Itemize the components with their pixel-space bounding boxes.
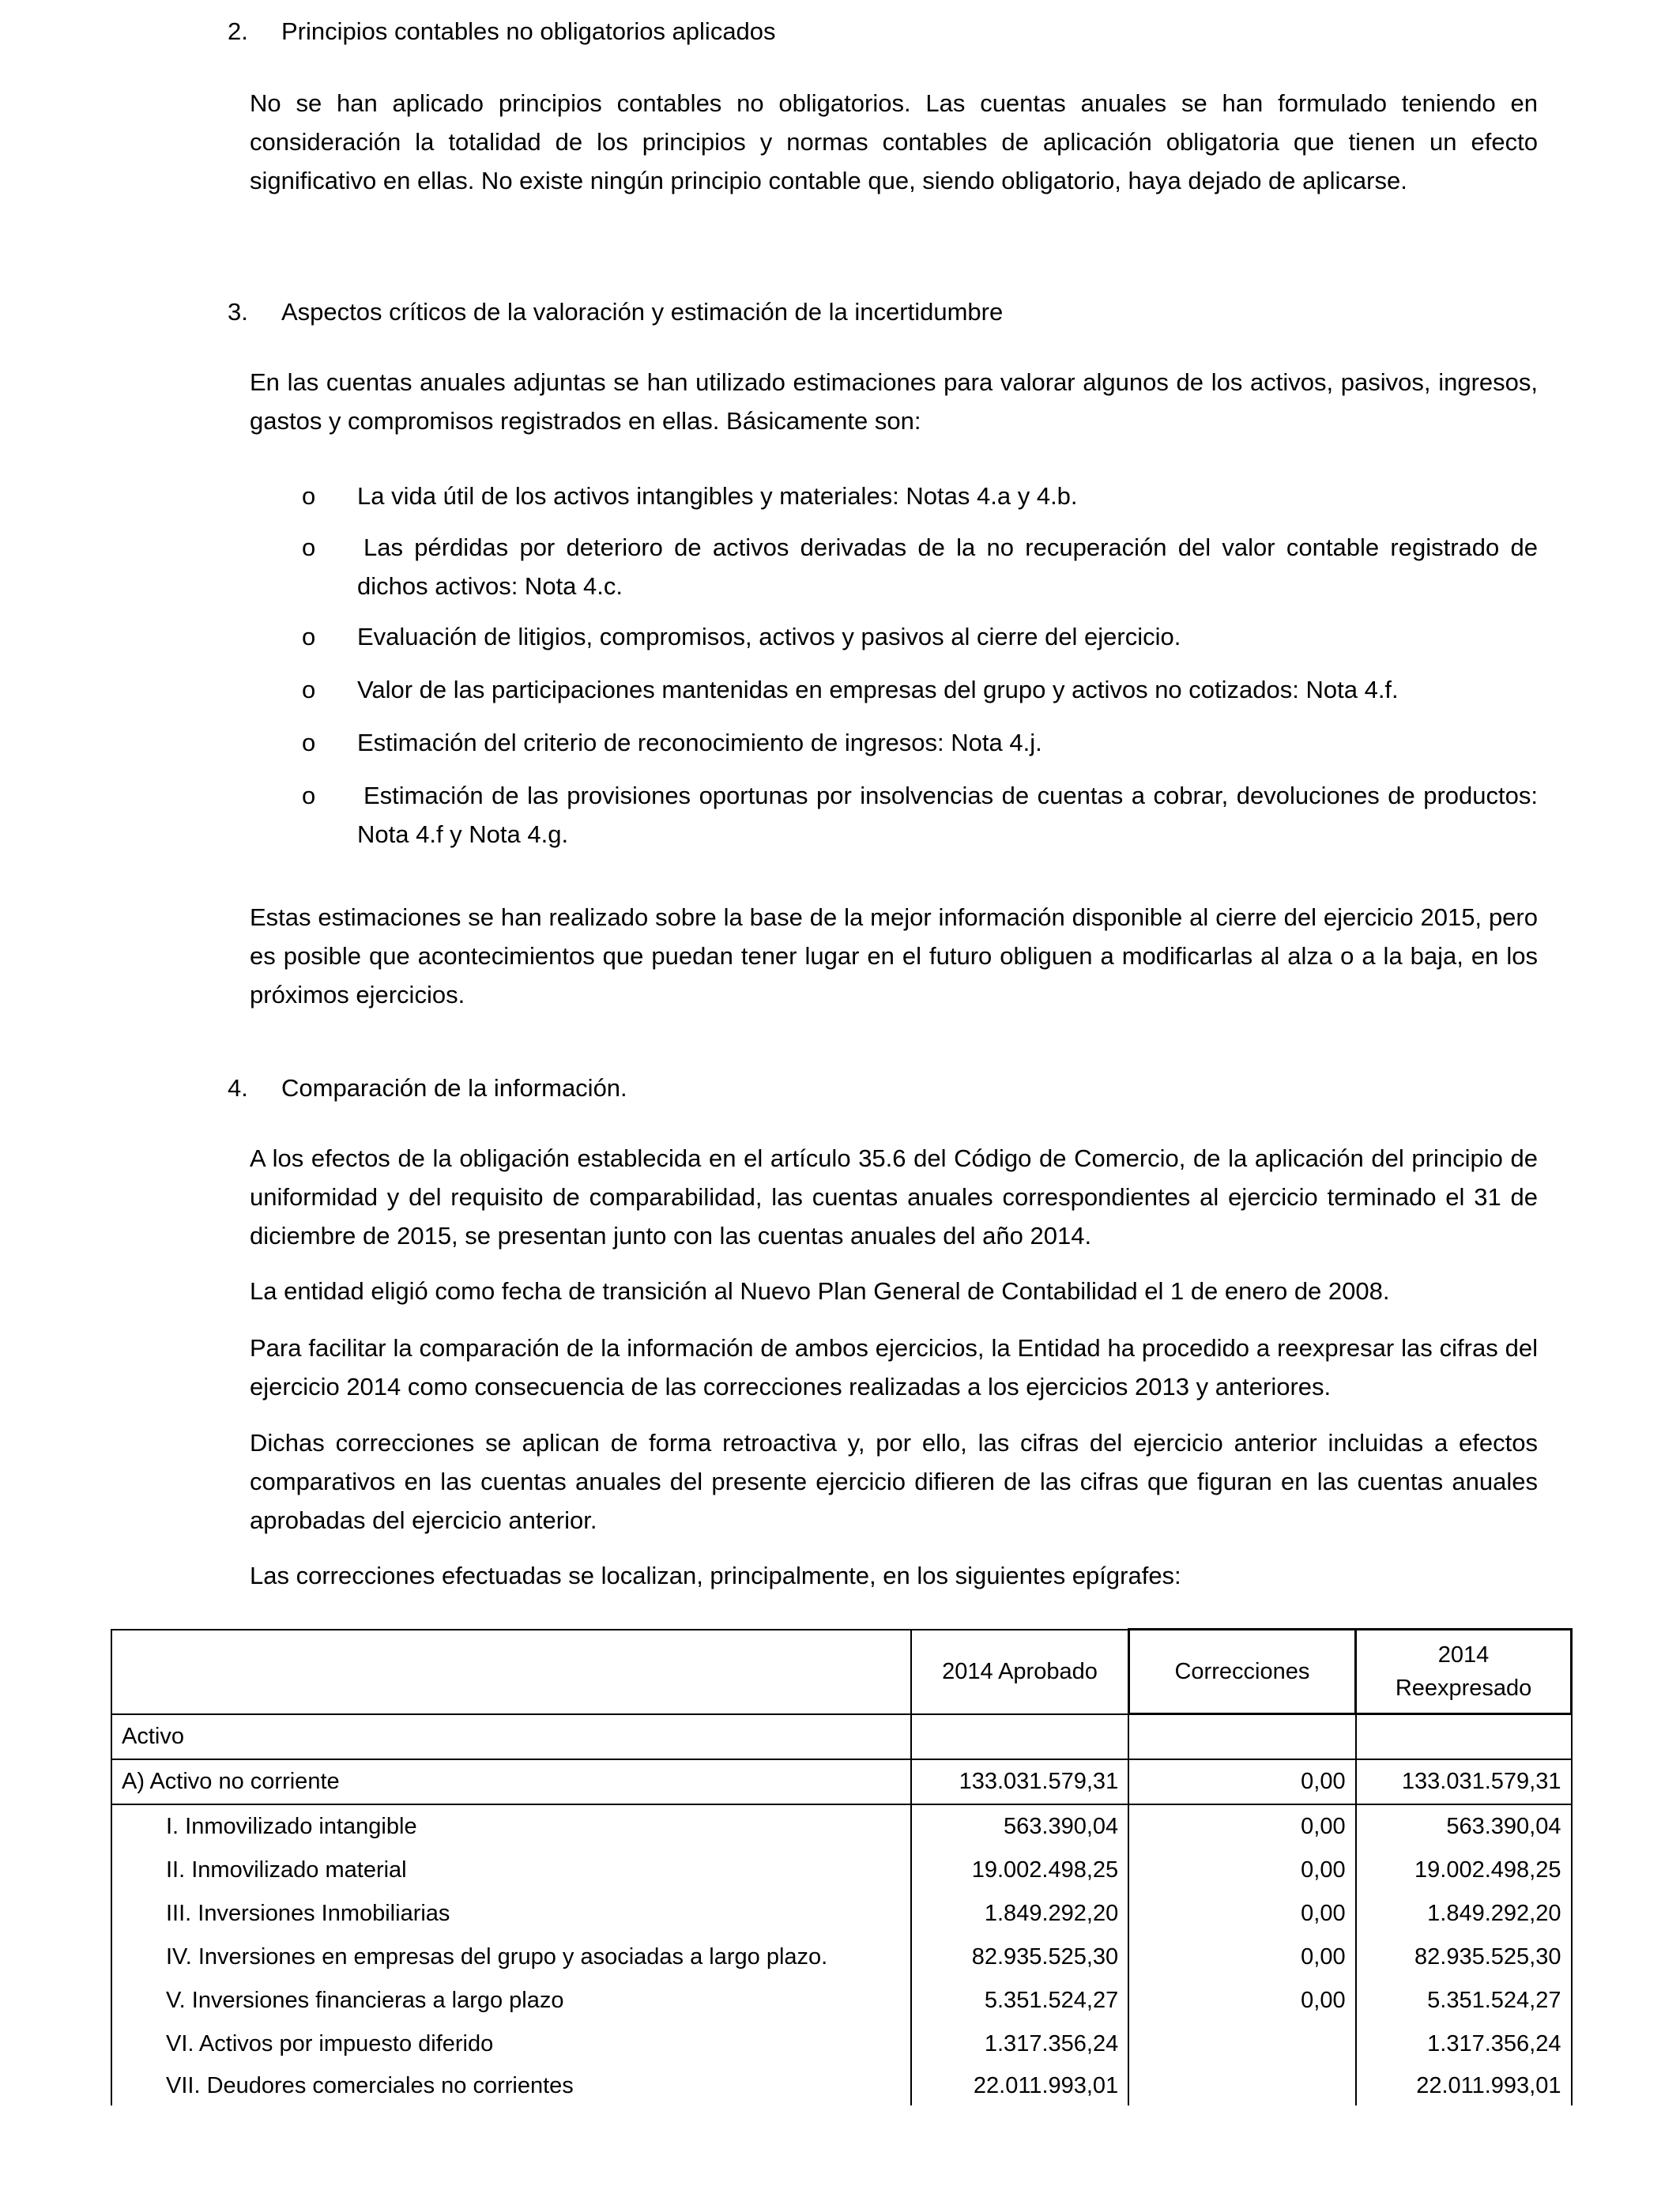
table-row [111,1936,1572,1979]
bullet-mark: o [302,533,316,561]
section-4-number: 4. [228,1074,248,1102]
header-2014-aprobado: 2014 Aprobado [911,1630,1128,1714]
table-header-row [111,1630,1572,1714]
value-reexpresado: 82.935.525,30 [1356,1936,1572,1979]
value-correcciones [1128,2022,1355,2066]
section-3-closing: Estas estimaciones se han realizado sobre la base de la mejor información disponible al cierre del ejercicio 2015, pero es posible que acontecimientos que puedan tener lugar en el futuro obliguen a modificarlas al alza o a la baja, en los próximos ejercicios. [250,903,1538,1008]
table-row [111,2066,1572,2105]
section-2-heading [228,12,1571,51]
section-2-number: 2. [228,17,248,45]
bullet-mark: o [302,729,316,756]
bullet-text: Las pérdidas por deterioro de activos derivadas de la no recuperación del valor contable registrado de dichos activos: Nota 4.c. [357,533,1538,600]
estimate-bullet [250,617,1538,656]
table-row [111,1849,1572,1892]
section-4-heading [228,1069,1571,1108]
bullet-mark: o [302,623,316,650]
estimate-bullet [250,477,1538,515]
section-4-paragraph: La entidad eligió como fecha de transición al Nuevo Plan General de Contabilidad el 1 de enero de 2008. [250,1277,1390,1305]
empty-cell [911,1714,1128,1760]
bullet-text: Evaluación de litigios, compromisos, activos y pasivos al cierre del ejercicio. [357,623,1181,650]
section-3-number: 3. [228,298,248,326]
value-correcciones: 0,00 [1128,1979,1355,2022]
row-label: V. Inversiones financieras a largo plazo [111,1979,911,2022]
value-reexpresado: 22.011.993,01 [1356,2066,1572,2105]
value-correcciones: 0,00 [1128,1936,1355,1979]
estimate-bullet [250,776,1538,854]
section-2-title: Principios contables no obligatorios aplicados [281,17,776,45]
section-4-paragraph: Las correcciones efectuadas se localizan, principalmente, en los siguientes epígrafes: [250,1562,1181,1589]
section-3-title: Aspectos críticos de la valoración y estimación de la incertidumbre [281,298,1004,326]
row-label: A) Activo no corriente [111,1759,911,1804]
header-correcciones: Correcciones [1128,1630,1355,1714]
value-reexpresado: 133.031.579,31 [1356,1759,1572,1804]
value-aprobado: 1.317.356,24 [911,2022,1128,2066]
row-label: VI. Activos por impuesto diferido [111,2022,911,2066]
value-correcciones: 0,00 [1128,1849,1355,1892]
value-reexpresado: 563.390,04 [1356,1804,1572,1849]
value-aprobado: 563.390,04 [911,1804,1128,1849]
value-aprobado: 1.849.292,20 [911,1892,1128,1936]
table-row-activo [111,1714,1572,1760]
bullet-text: Estimación del criterio de reconocimiento de ingresos: Nota 4.j. [357,729,1042,756]
value-correcciones: 0,00 [1128,1892,1355,1936]
table-row [111,2022,1572,2066]
value-reexpresado: 19.002.498,25 [1356,1849,1572,1892]
bullet-text: Estimación de las provisiones oportunas por insolvencias de cuentas a cobrar, devoluciones de productos: Nota 4.f y Nota 4.g. [357,782,1538,848]
section-3-heading [228,292,1571,332]
empty-cell [1128,1714,1355,1760]
bullet-mark: o [302,482,316,510]
value-correcciones: 0,00 [1128,1759,1355,1804]
row-label: I. Inmovilizado intangible [111,1804,911,1849]
value-aprobado: 22.011.993,01 [911,2066,1128,2105]
estimate-bullet [250,528,1538,605]
header-year: 2014 [1437,1642,1490,1668]
value-correcciones [1128,2066,1355,2105]
header-2014-reexpresado [1356,1630,1572,1714]
value-aprobado: 5.351.524,27 [911,1979,1128,2022]
value-reexpresado: 1.849.292,20 [1356,1892,1572,1936]
value-aprobado: 133.031.579,31 [911,1759,1128,1804]
value-aprobado: 82.935.525,30 [911,1936,1128,1979]
section-2-paragraph: No se han aplicado principios contables no obligatorios. Las cuentas anuales se han formulado teniendo en consideración la totalidad de los principios y normas contables de aplicación obligatoria que tienen un efecto significativo en ellas. No existe ningún principio contable que, siendo obligatorio, haya dejado de aplicarse. [250,89,1538,194]
bullet-text: La vida útil de los activos intangibles y materiales: Notas 4.a y 4.b. [357,482,1078,510]
header-reexpresado-label: Reexpresado [1395,1676,1532,1701]
empty-cell [1356,1714,1572,1760]
section-4-paragraph: Dichas correcciones se aplican de forma retroactiva y, por ello, las cifras del ejercicio anterior incluidas a efectos comparativos en las cuentas anuales del presente ejercicio difieren de las cifras que figuran en las cuentas anuales aprobadas del ejercicio anterior. [250,1429,1538,1534]
header-blank-cell [111,1630,911,1714]
section-4-paragraph: A los efectos de la obligación establecida en el artículo 35.6 del Código de Comercio, de la aplicación del principio de uniformidad y del requisito de comparabilidad, las cuentas anuales correspondientes al ejercicio terminado el 31 de diciembre de 2015, se presentan junto con las cuentas anuales del año 2014. [250,1144,1538,1250]
value-aprobado: 19.002.498,25 [911,1849,1128,1892]
table-row-total [111,1759,1572,1804]
corrections-table [111,1628,1573,2105]
estimate-bullet [250,670,1538,709]
table-row [111,1804,1572,1849]
estimate-bullet [250,723,1538,762]
table-row [111,1979,1572,2022]
table-row [111,1892,1572,1936]
section-4-title: Comparación de la información. [281,1074,627,1102]
value-correcciones: 0,00 [1128,1804,1355,1849]
section-4-paragraph: Para facilitar la comparación de la información de ambos ejercicios, la Entidad ha procedido a reexpresar las cifras del ejercicio 2014 como consecuencia de las correcciones realizadas a los ejercicios 2013 y anteriores. [250,1334,1538,1400]
row-label: IV. Inversiones en empresas del grupo y asociadas a largo plazo. [111,1936,911,1979]
bullet-mark: o [302,782,316,809]
value-reexpresado: 5.351.524,27 [1356,1979,1572,2022]
section-3-intro: En las cuentas anuales adjuntas se han utilizado estimaciones para valorar algunos de los activos, pasivos, ingresos, gastos y compromisos registrados en ellas. Básicamente son: [250,368,1538,435]
bullet-mark: o [302,676,316,703]
bullet-text: Valor de las participaciones mantenidas en empresas del grupo y activos no cotizados: Nota 4.f. [357,676,1399,703]
row-label: III. Inversiones Inmobiliarias [111,1892,911,1936]
value-reexpresado: 1.317.356,24 [1356,2022,1572,2066]
section-label-cell: Activo [111,1714,911,1760]
row-label: II. Inmovilizado material [111,1849,911,1892]
row-label: VII. Deudores comerciales no corrientes [111,2066,911,2105]
